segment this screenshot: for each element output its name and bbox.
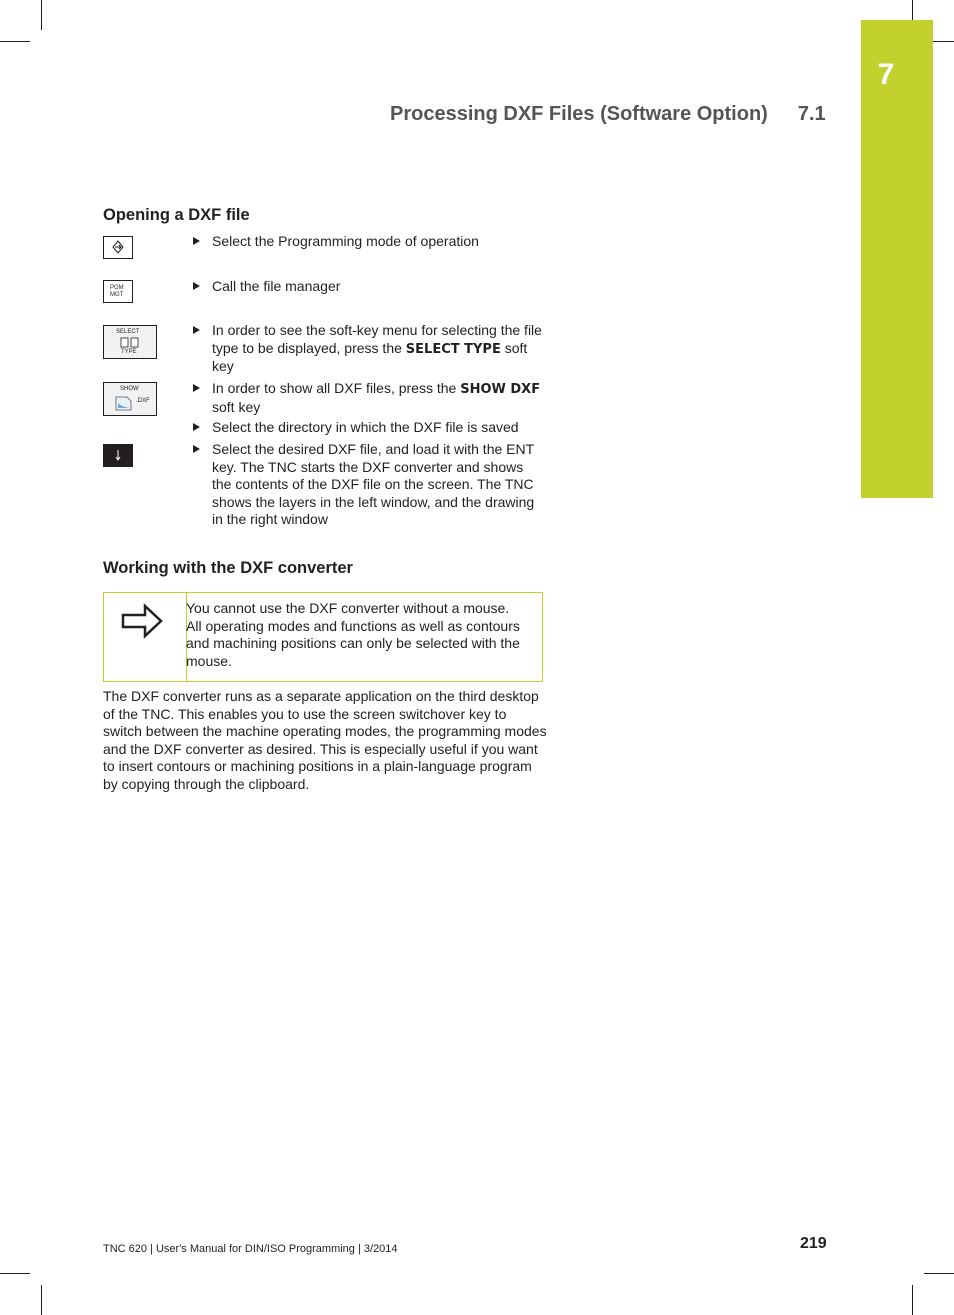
header-title: Processing DXF Files (Software Option) <box>390 103 768 125</box>
header-section: 7.1 <box>797 103 826 125</box>
section-heading-working-dxf: Working with the DXF converter <box>103 559 353 577</box>
step-select-directory: Select the directory in which the DXF file is saved <box>193 419 543 437</box>
select-softkey-label-1: SELECT <box>116 329 140 335</box>
bullet-triangle-icon <box>193 445 200 453</box>
bullet-triangle-icon <box>193 237 200 245</box>
step-select-programming-mode: Select the Programming mode of operation <box>193 233 543 251</box>
pgm-mgt-key-icon <box>103 280 133 303</box>
step-call-file-manager: Call the file manager <box>193 278 543 296</box>
note-arrow-icon <box>121 603 165 639</box>
show-dxf-keyword: SHOW DXF <box>460 382 541 397</box>
section-heading-opening-dxf: Opening a DXF file <box>103 206 250 224</box>
dxf-drawing-icon <box>115 395 133 411</box>
bullet-triangle-icon <box>193 326 200 334</box>
running-header <box>390 103 826 126</box>
programming-mode-key-icon <box>103 236 133 259</box>
step-select-type: In order to see the soft-key menu for selecting the file type to be displayed, press the SELECT TYPE soft key <box>193 322 543 376</box>
footer-text: TNC 620 | User's Manual for DIN/ISO Programming | 3/2014 <box>103 1243 398 1255</box>
page-number: 219 <box>800 1235 827 1252</box>
show-dxf-softkey-icon <box>103 382 157 416</box>
crop-mark <box>0 1273 30 1274</box>
crop-mark <box>0 41 30 42</box>
crop-mark <box>924 1273 954 1274</box>
select-type-softkey-icon <box>103 325 157 359</box>
bullet-triangle-icon <box>193 384 200 392</box>
show-softkey-label-1: SHOW <box>120 386 139 392</box>
select-type-keyword: SELECT TYPE <box>405 341 501 357</box>
select-softkey-label-2: TYPE <box>121 349 137 355</box>
bullet-triangle-icon <box>193 282 200 290</box>
file-type-icon <box>120 337 140 348</box>
show-softkey-label-2: .DXF <box>136 398 150 404</box>
step-show-dxf: In order to show all DXF files, press the SHOW DXF soft key <box>193 380 543 416</box>
crop-mark <box>912 1285 913 1315</box>
crop-mark <box>41 1285 42 1315</box>
step-load-dxf-file: Select the desired DXF file, and load it with the ENT key. The TNC starts the DXF converter and shows the contents of the DXF file on the screen. The TNC shows the layers in the left window, and the drawing in the right window <box>193 441 543 529</box>
ent-key-icon <box>103 444 133 467</box>
crop-mark <box>41 0 42 30</box>
bullet-triangle-icon <box>193 423 200 431</box>
note-text: You cannot use the DXF converter without a mouse. All operating modes and functions as well as contours and machining positions can only be selected with the mouse. <box>186 600 520 669</box>
pgm-key-label-2: MGT <box>110 292 124 298</box>
body-paragraph: The DXF converter runs as a separate application on the third desktop of the TNC. This enables you to use the screen switchover key to switch between the machine operating modes, the programming modes and the DXF converter as desired. This is especially useful if you want to insert contours or machining positions in a plain-language program by copying through the clipboard. <box>103 688 547 792</box>
chapter-number: 7 <box>877 58 895 91</box>
pgm-key-label-1: PGM <box>110 285 124 291</box>
